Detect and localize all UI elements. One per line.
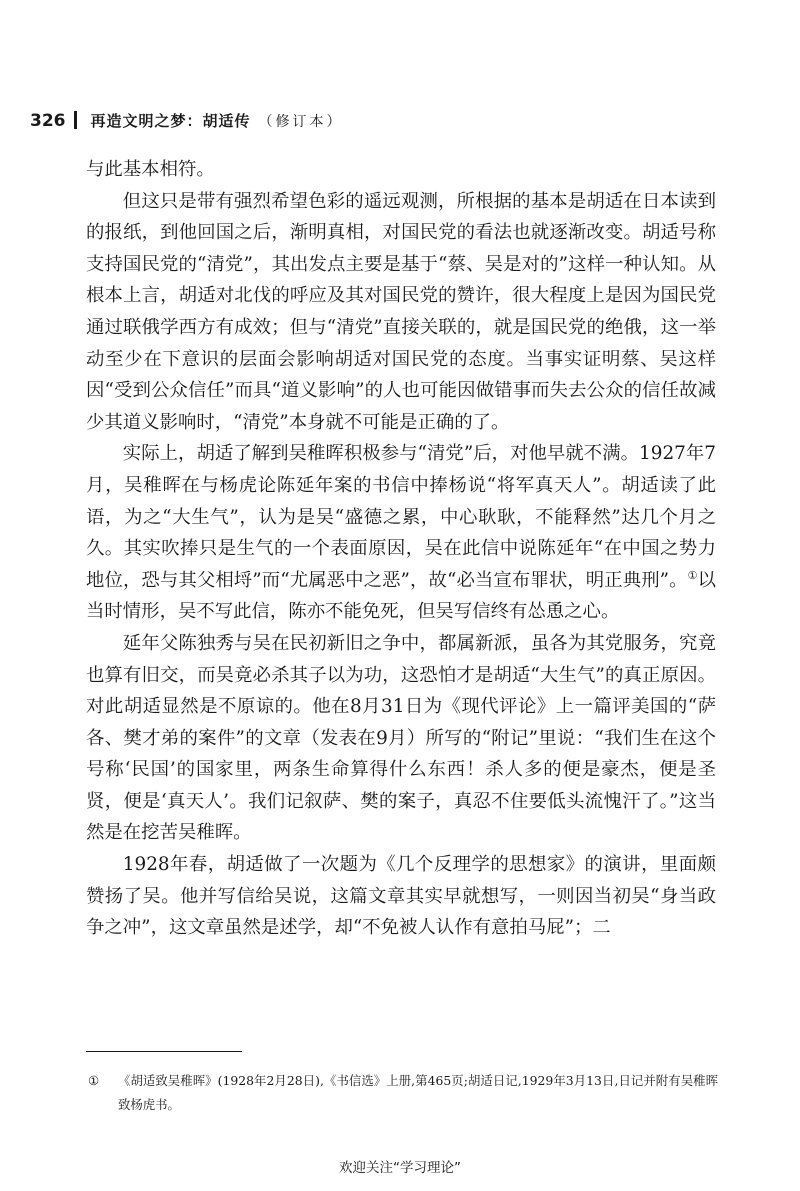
paragraph: 1928年春，胡适做了一次题为《几个反理学的思想家》的演讲，里面颇赞扬了吴。他并写信给吴说，这篇文章其实早就想写，一则因当初吴“身当政争之冲”，这文章虽然是述学，却“不免被人认作有意拍马屁”；二 — [86, 854, 716, 939]
page-number: 326 — [30, 111, 66, 131]
bottom-note: 欢迎关注“学习理论” — [339, 1160, 461, 1176]
footnote — [88, 1069, 718, 1117]
header-divider — [74, 111, 77, 129]
book-title: 再造文明之梦：胡适传 — [90, 112, 251, 130]
paragraph: 与此基本相符。 — [86, 159, 215, 180]
footnote-separator — [86, 1051, 242, 1052]
footnote-reference[interactable]: ① — [687, 568, 698, 582]
paragraph — [86, 438, 716, 628]
paragraph-text: 实际上，胡适了解到吴稚晖积极参与“清党”后，对他早就不满。1927年7月，吴稚晖在与杨虎论陈延年案的书信中捧杨说“将军真天人”。胡适读了此语，为之“大生气”，认为是吴“盛德之累，中心耿耿，不能释然”达几个月之久。其实吹捧只是生气的一个表面原因，吴在此信中说陈延年“在中国之势力地位，恐与其父相埒”而“尤属恶中之恶”，故“必当宣布罪状，明正典刑”。 — [86, 443, 716, 591]
body-text — [86, 154, 716, 944]
book-subtitle: （修订本） — [258, 114, 344, 130]
footnote-text: 《胡适致吴稚晖》(1928年2月28日),《书信选》上册,第465页;胡适日记,1929年3月13日,日记并附有吴稚晖致杨虎书。 — [118, 1073, 718, 1112]
paragraph: 但这只是带有强烈希望色彩的遥远观测，所根据的基本是胡适在日本读到的报纸，到他回国之后，渐明真相，对国民党的看法也就逐渐改变。胡适号称支持国民党的“清党”，其出发点主要是基于“蔡、吴是对的”这样一种认知。从根本上言，胡适对北伐的呼应及其对国民党的赞许，很大程度上是因为国民党通过联俄学西方有成效；但与“清党”直接关联的，就是国民党的绝俄，这一举动至少在下意识的层面会影响胡适对国民党的态度。当事实证明蔡、吴这样因“受到公众信任”而具“道义影响”的人也可能因做错事而失去公众的信任故减少其道义影响时，“清党”本身就不可能是正确的了。 — [86, 190, 716, 433]
running-head — [30, 108, 344, 131]
footnote-mark: ① — [88, 1073, 100, 1088]
paragraph-text: 以当时情形，吴不写此信，陈亦不能免死，但吴写信终有怂恿之心。 — [86, 569, 716, 623]
paragraph: 延年父陈独秀与吴在民初新旧之争中，都属新派，虽各为其党服务，究竟也算有旧交，而吴竟必杀其子以为功，这恐怕才是胡适“大生气”的真正原因。对此胡适显然是不原谅的。他在8月31日为《现代评论》上一篇评美国的“萨各、樊才弟的案件”的文章（发表在9月）所写的“附记”里说：“我们生在这个号称‘民国’的国家里，两条生命算得什么东西！杀人多的便是豪杰，便是圣贤，便是‘真天人’。我们记叙萨、樊的案子，真忍不住要低头流愧汗了。”这当然是在挖苦吴稚晖。 — [86, 632, 716, 844]
